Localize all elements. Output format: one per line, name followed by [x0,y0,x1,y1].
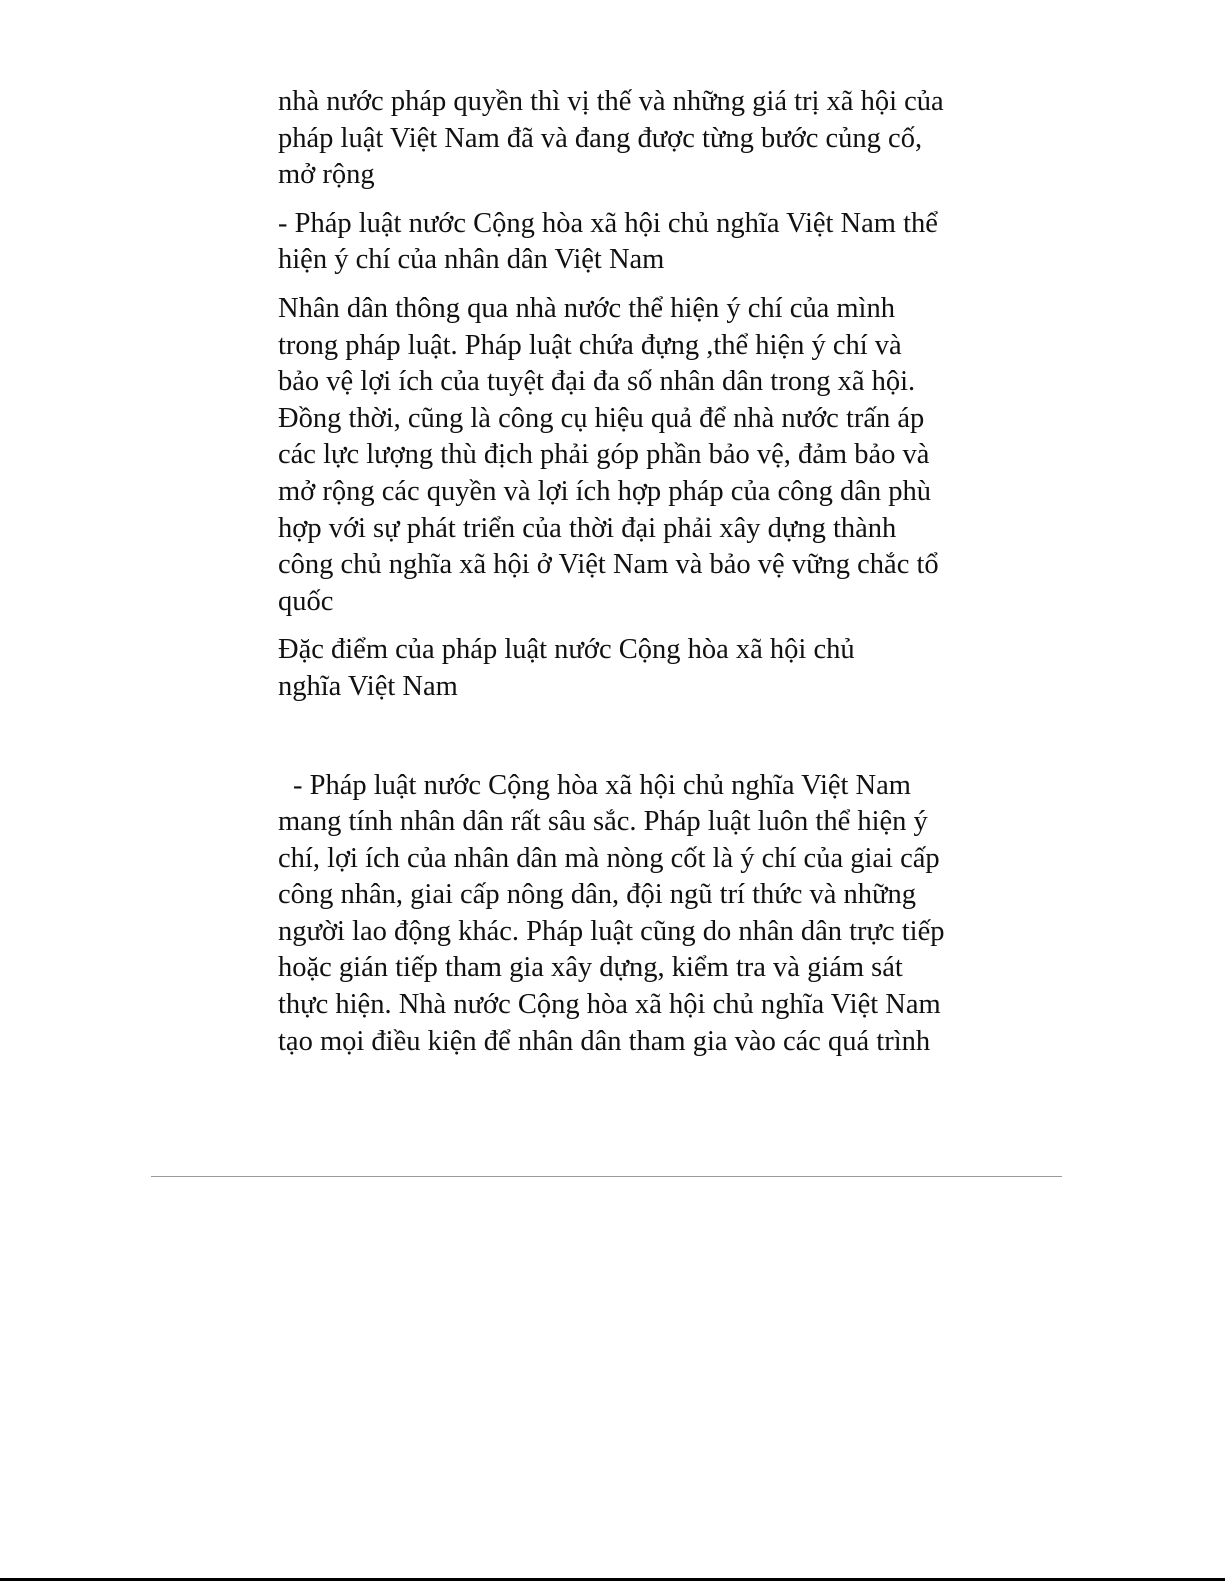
text-line: Đặc điểm của pháp luật nước Cộng hòa xã hội chủ [278,634,855,666]
paragraph-will-of-people-body [278,291,978,620]
text-line: mở rộng các quyền và lợi ích hợp pháp của công dân phù [278,475,932,507]
text-line: người lao động khác. Pháp luật cũng do nhân dân trực tiếp [278,915,945,947]
paragraph-spacer [278,706,978,768]
text-line: pháp luật Việt Nam đã và đang được từng bước củng cố, [278,122,923,154]
paragraph-spacer [278,279,978,291]
paragraph-spacer [278,620,978,632]
page-bottom-edge [0,1578,1225,1581]
paragraph-will-of-people-heading [278,206,978,279]
text-line: tạo mọi điều kiện để nhân dân tham gia vào các quá trình [278,1025,931,1057]
text-line: hợp với sự phát triển của thời đại phải xây dựng thành [278,512,897,544]
text-line: thực hiện. Nhà nước Cộng hòa xã hội chủ nghĩa Việt Nam [278,989,941,1021]
text-line: công nhân, giai cấp nông dân, đội ngũ trí thức và những [278,879,916,911]
text-line: mở rộng [278,159,375,191]
text-line: công chủ nghĩa xã hội ở Việt Nam và bảo vệ vững chắc tổ [278,549,939,581]
section-heading-characteristics [278,632,978,705]
text-line: - Pháp luật nước Cộng hòa xã hội chủ nghĩa Việt Nam thể [278,207,938,239]
paragraph-rule-of-law [278,84,978,194]
text-line: hiện ý chí của nhân dân Việt Nam [278,244,665,276]
text-line: mang tính nhân dân rất sâu sắc. Pháp luật luôn thể hiện ý [278,806,928,838]
paragraph-spacer [278,194,978,206]
text-line: bảo vệ lợi ích của tuyệt đại đa số nhân dân trong xã hội. [278,366,916,398]
text-line: chí, lợi ích của nhân dân mà nòng cốt là ý chí của giai cấp [278,842,940,874]
text-line: trong pháp luật. Pháp luật chứa đựng ,thể hiện ý chí và [278,329,902,361]
document-body [278,84,978,1060]
text-line: các lực lượng thù địch phải góp phần bảo vệ, đảm bảo và [278,439,930,471]
text-line: hoặc gián tiếp tham gia xây dựng, kiểm tra và giám sát [278,952,903,984]
text-line: Nhân dân thông qua nhà nước thể hiện ý chí của mình [278,292,895,324]
text-line: - Pháp luật nước Cộng hòa xã hội chủ nghĩa Việt Nam [293,769,911,801]
text-line: nghĩa Việt Nam [278,670,458,702]
paragraph-people-character [278,768,978,1061]
text-line: nhà nước pháp quyền thì vị thế và những giá trị xã hội của [278,86,944,117]
text-line: Đồng thời, cũng là công cụ hiệu quả để nhà nước trấn áp [278,402,925,434]
text-line: quốc [278,585,334,617]
page-divider [151,1176,1062,1177]
